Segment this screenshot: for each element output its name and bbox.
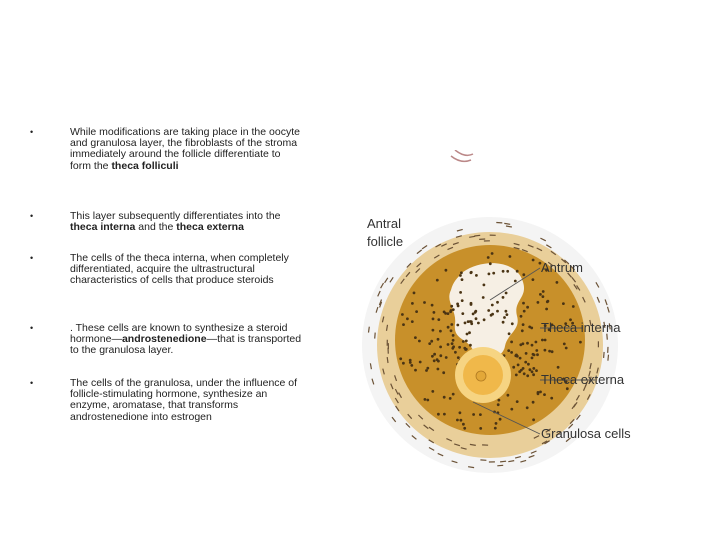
cell-dot — [442, 371, 445, 374]
cell-dot — [491, 313, 494, 316]
cell-dot — [498, 399, 501, 402]
bullet-text — [70, 127, 302, 172]
cell-dot — [544, 339, 547, 342]
theca-cell — [500, 461, 506, 462]
cell-dot — [470, 322, 473, 325]
cell-dot — [464, 322, 467, 325]
cell-dot — [527, 363, 530, 366]
cell-dot — [532, 373, 535, 376]
theca-cell — [604, 352, 605, 358]
cell-dot — [515, 354, 518, 357]
cell-dot — [542, 290, 545, 293]
cell-dot — [494, 427, 497, 430]
cell-dot — [565, 347, 568, 350]
cell-dot — [468, 331, 471, 334]
cell-dot — [467, 320, 470, 323]
cell-dot — [456, 303, 459, 306]
cell-dot — [547, 300, 550, 303]
cell-dot — [550, 397, 553, 400]
cell-dot — [502, 270, 505, 273]
cell-dot — [450, 305, 453, 308]
bullet-marker: • — [30, 323, 34, 333]
cell-dot — [472, 413, 475, 416]
bullet-text-bold: theca folliculi — [111, 159, 179, 172]
oocyte-nucleus — [476, 371, 486, 381]
cell-dot — [475, 317, 478, 320]
cell-dot — [443, 311, 446, 314]
theca-cell — [497, 465, 503, 466]
cell-dot — [515, 374, 518, 377]
cell-dot — [474, 310, 477, 313]
cell-dot — [536, 353, 539, 356]
cell-dot — [488, 273, 491, 276]
cell-dot — [402, 323, 405, 326]
cell-dot — [505, 292, 508, 295]
cell-dot — [414, 336, 417, 339]
cell-dot — [411, 302, 414, 305]
cell-dot — [447, 326, 450, 329]
cell-dot — [508, 332, 511, 335]
cell-dot — [528, 326, 531, 329]
cell-dot — [516, 270, 519, 273]
cell-dot — [402, 362, 405, 365]
cell-dot — [537, 301, 540, 304]
cell-dot — [414, 369, 417, 372]
cell-dot — [512, 366, 515, 369]
cell-dot — [432, 318, 435, 321]
cell-dot — [492, 272, 495, 275]
cell-dot — [477, 322, 480, 325]
cell-dot — [562, 302, 565, 305]
bullet-text-bold: androstenedione — [121, 333, 207, 346]
cell-dot — [539, 293, 542, 296]
cell-dot — [509, 255, 512, 258]
cell-dot — [430, 340, 433, 343]
cell-dot — [470, 302, 473, 305]
cell-dot — [409, 359, 412, 362]
cell-dot — [424, 398, 427, 401]
cell-dot — [579, 341, 582, 344]
cell-dot — [418, 340, 421, 343]
bullet-text: The cells of the granulosa, under the influence of follicle-stimulating hormone, synthesize an enzyme, aromatase, that transforms androstenedione into estrogen — [70, 377, 298, 423]
cell-dot — [506, 313, 509, 316]
cell-dot — [452, 339, 455, 342]
cell-dot — [535, 369, 538, 372]
cell-dot — [447, 312, 450, 315]
cell-dot — [507, 349, 510, 352]
cell-dot — [475, 274, 478, 277]
cell-dot — [532, 401, 535, 404]
cell-dot — [456, 419, 459, 422]
bullet-text — [70, 211, 302, 233]
cell-dot — [433, 311, 436, 314]
cell-dot — [472, 313, 475, 316]
antral-follicle-figure — [355, 150, 655, 485]
cell-dot — [489, 262, 492, 265]
cell-dot — [557, 366, 560, 369]
bullet-text: The cells of the theca interna, when completely differentiated, acquire the ultrastructural characteristics of cells that produce steroids — [70, 252, 289, 287]
cell-dot — [518, 370, 521, 373]
cell-dot — [482, 296, 485, 299]
cell-dot — [437, 338, 440, 341]
cell-dot — [470, 271, 473, 274]
cell-dot — [511, 322, 514, 325]
bullet-text-run: This layer subsequently differentiates into the — [70, 210, 281, 222]
cell-dot — [510, 351, 513, 354]
cell-dot — [450, 329, 453, 332]
cell-dot — [465, 340, 468, 343]
cell-dot — [522, 367, 525, 370]
cell-dot — [433, 359, 436, 362]
cell-dot — [454, 351, 457, 354]
cell-dot — [439, 346, 442, 349]
cell-dot — [499, 418, 502, 421]
cell-dot — [514, 280, 517, 283]
cell-dot — [466, 333, 469, 336]
cell-dot — [502, 321, 505, 324]
cell-dot — [401, 313, 404, 316]
cell-dot — [456, 324, 459, 327]
cell-dot — [529, 368, 532, 371]
theca-cell — [474, 235, 480, 236]
cell-dot — [460, 419, 463, 422]
cell-dot — [535, 341, 538, 344]
cell-dot — [462, 423, 465, 426]
cell-dot — [556, 281, 559, 284]
cell-dot — [505, 310, 508, 313]
cell-dot — [431, 390, 434, 393]
top-fragment — [451, 150, 473, 161]
cell-dot — [496, 310, 499, 313]
cell-dot — [449, 310, 452, 313]
cell-dot — [526, 406, 529, 409]
cell-dot — [563, 343, 566, 346]
cell-dot — [426, 367, 429, 370]
cell-dot — [532, 278, 535, 281]
cell-dot — [548, 350, 551, 353]
cell-dot — [572, 305, 575, 308]
cell-dot — [464, 348, 467, 351]
bullet-text-bold: theca externa — [176, 221, 244, 234]
bullet-text-run: . These cells are known to synthesize a steroid hormone— — [70, 322, 288, 346]
cell-dot — [431, 355, 434, 358]
cell-dot — [503, 316, 506, 319]
cell-dot — [532, 259, 535, 262]
cell-dot — [531, 370, 534, 373]
cell-dot — [432, 329, 435, 332]
cell-dot — [544, 349, 547, 352]
cell-dot — [431, 304, 434, 307]
cell-dot — [437, 360, 440, 363]
cell-dot — [449, 397, 452, 400]
cell-dot — [479, 427, 482, 430]
cell-dot — [522, 342, 525, 345]
cell-dot — [447, 343, 450, 346]
bullet-text-run: and the — [135, 221, 177, 234]
cell-dot — [516, 400, 519, 403]
cell-dot — [415, 310, 418, 313]
cell-dot — [463, 427, 466, 430]
cell-dot — [496, 301, 499, 304]
cell-dot — [437, 413, 440, 416]
label-theca-externa: Theca externa — [541, 372, 625, 387]
cell-dot — [537, 391, 540, 394]
cell-dot — [459, 291, 462, 294]
cell-dot — [445, 269, 448, 272]
theca-cell — [608, 355, 609, 361]
cell-dot — [452, 393, 455, 396]
cell-dot — [532, 418, 535, 421]
bullet-text-run: While modifications are taking place in the oocyte and granulosa layer, the fibroblasts of the stroma immediately around the follicle differentiate to form the — [70, 126, 300, 172]
cell-dot — [437, 318, 440, 321]
cell-dot — [451, 342, 454, 345]
cell-dot — [517, 364, 520, 367]
cell-dot — [522, 273, 525, 276]
cell-dot — [413, 292, 416, 295]
cell-dot — [491, 252, 494, 255]
cell-dot — [399, 357, 402, 360]
cell-dot — [520, 315, 523, 318]
cell-dot — [451, 347, 454, 350]
cell-dot — [443, 413, 446, 416]
cell-dot — [406, 317, 409, 320]
cell-dot — [426, 399, 429, 402]
theca-cell — [369, 327, 370, 333]
bullet-text-run: —that is transported to the granulosa layer. — [70, 333, 302, 357]
cell-dot — [519, 357, 522, 360]
cell-dot — [541, 339, 544, 342]
cell-dot — [445, 356, 448, 359]
cell-dot — [539, 391, 542, 394]
cell-dot — [458, 346, 461, 349]
cell-dot — [419, 361, 422, 364]
cell-dot — [522, 302, 525, 305]
cell-dot — [479, 413, 482, 416]
cell-dot — [450, 323, 453, 326]
label-theca-interna: Theca interna — [541, 320, 621, 335]
cell-dot — [524, 361, 527, 364]
cell-dot — [433, 353, 436, 356]
bullet-marker: • — [30, 378, 34, 388]
cell-dot — [460, 271, 463, 274]
cell-dot — [423, 301, 426, 304]
cell-dot — [437, 368, 440, 371]
cell-dot — [543, 393, 546, 396]
cell-dot — [461, 278, 464, 281]
bullet-marker: • — [30, 211, 34, 221]
cell-dot — [510, 408, 513, 411]
cell-dot — [459, 274, 462, 277]
cell-dot — [526, 306, 529, 309]
cell-dot — [457, 356, 460, 359]
cell-dot — [497, 403, 500, 406]
cell-dot — [461, 312, 464, 315]
bullet-marker: • — [30, 127, 34, 137]
cell-dot — [410, 364, 413, 367]
cell-dot — [487, 309, 490, 312]
bullet-marker: • — [30, 253, 34, 263]
cell-dot — [551, 350, 554, 353]
cell-dot — [526, 342, 529, 345]
cell-dot — [439, 330, 442, 333]
cell-dot — [428, 342, 431, 345]
cell-dot — [483, 284, 486, 287]
theca-cell — [387, 357, 388, 363]
label-granulosa-cells: Granulosa cells — [541, 426, 631, 441]
cell-dot — [531, 357, 534, 360]
label-antrum: Antrum — [541, 260, 583, 275]
figure-title-line1: Antral — [367, 216, 401, 231]
cell-dot — [452, 334, 455, 337]
cell-dot — [510, 341, 513, 344]
cell-dot — [459, 411, 462, 414]
cell-dot — [439, 354, 442, 357]
theca-cell — [375, 333, 376, 339]
cell-dot — [425, 369, 428, 372]
cell-dot — [523, 310, 526, 313]
cell-dot — [522, 323, 525, 326]
cell-dot — [461, 299, 464, 302]
cell-dot — [531, 344, 534, 347]
figure-title-line2: follicle — [367, 234, 404, 249]
bullet-text — [70, 323, 302, 357]
cell-dot — [532, 353, 535, 356]
cell-dot — [521, 329, 524, 332]
cell-dot — [545, 308, 548, 311]
cell-dot — [535, 349, 538, 352]
cell-dot — [566, 387, 569, 390]
cell-dot — [411, 320, 414, 323]
cell-dot — [491, 304, 494, 307]
cell-dot — [542, 295, 545, 298]
cell-dot — [483, 318, 486, 321]
cell-dot — [526, 374, 529, 377]
cell-dot — [487, 256, 490, 259]
cell-dot — [452, 308, 455, 311]
bullet-text-bold: theca interna — [70, 221, 136, 234]
cell-dot — [495, 422, 498, 425]
cell-dot — [506, 270, 509, 273]
cell-dot — [462, 340, 465, 343]
cell-dot — [523, 372, 526, 375]
follicle-illustration — [362, 150, 618, 473]
cell-dot — [507, 394, 510, 397]
cell-dot — [525, 352, 528, 355]
cell-dot — [532, 367, 535, 370]
cell-dot — [469, 344, 472, 347]
cell-dot — [443, 396, 446, 399]
cell-dot — [436, 279, 439, 282]
cell-dot — [502, 296, 505, 299]
